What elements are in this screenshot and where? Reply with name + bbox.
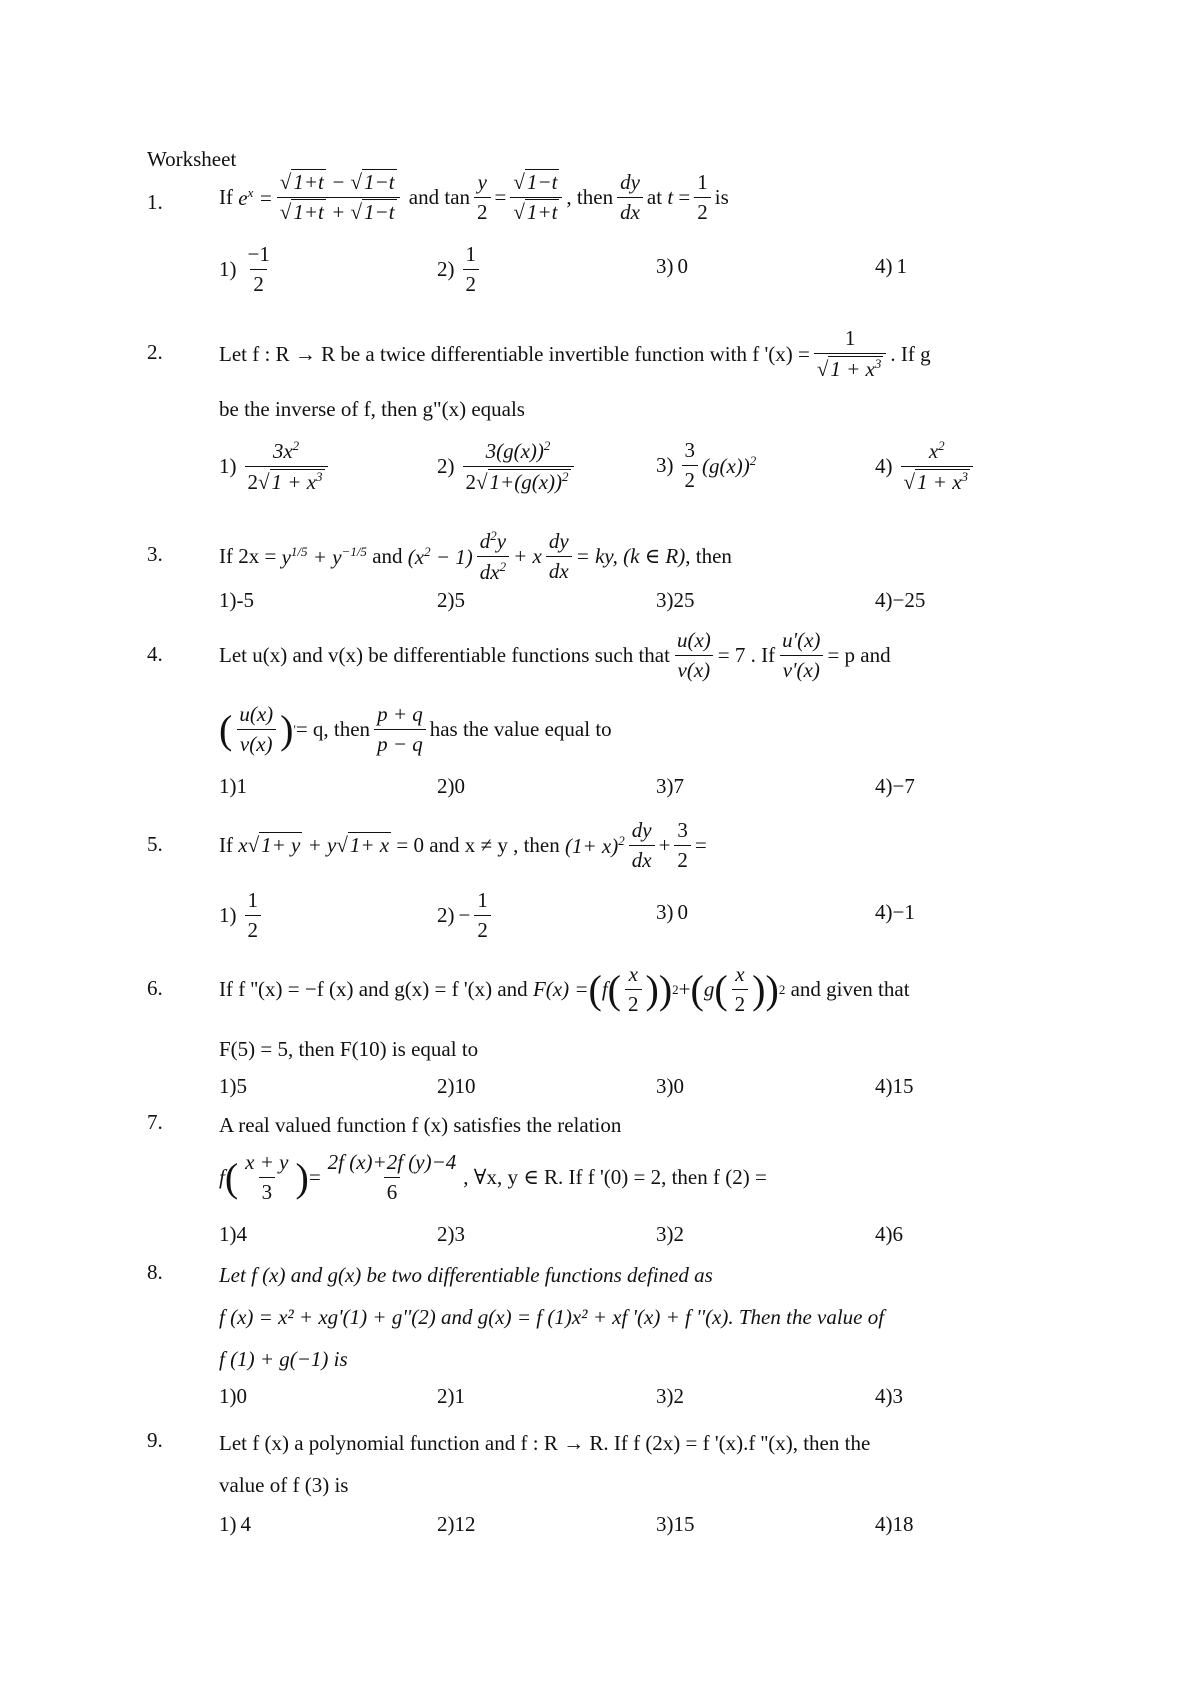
option-2[interactable]: 2) 3 [437, 1222, 465, 1246]
option-2[interactable]: 2) 1 [437, 1384, 465, 1408]
options [219, 888, 999, 944]
formula-fraction: $\frac{√1+t - √1-t}{√1+t + √1-t}$ [277, 170, 400, 225]
option-4[interactable]: 4) 15 [875, 1074, 914, 1098]
option-2[interactable]: 2) 12 [437, 1512, 476, 1536]
options [219, 438, 999, 494]
question-stem: If 2x = $y^{1/5} + y^{-1/5}$ and $(x^2 - 1)$ $\frac{d^2y}{dx^2}$ + x $\frac{dy}{dx}$ = ky, (k ∈ R) , then [219, 528, 732, 584]
option-2[interactable]: 2) $\frac{3(g(x))^2}{2√1+(g(x))^2}$ [437, 438, 578, 495]
question-stem: If x√1+ y + y√1+ x = 0 and x ≠ y , then $(1+ x)^2$ $\frac{dy}{dx}$ + $\frac{3}{2}$ = [219, 818, 707, 872]
options [219, 1074, 999, 1104]
option-1[interactable]: 1) 0 [219, 1384, 247, 1408]
options [219, 1222, 999, 1252]
option-1[interactable]: 1) 1 [219, 774, 247, 798]
question-stem: Let f (x) and g(x) be two differentiable functions defined as [219, 1263, 713, 1287]
question-stem-line-2: be the inverse of f, then g"(x) equals [219, 397, 525, 421]
option-2[interactable]: 2) 10 [437, 1074, 476, 1098]
question-stem-line-2: f ( $\frac{x + y}{3}$ ) = $\frac{2f (x)+2f (y)-4}{6}$ , ∀x, y ∈ R. If f '(0) = 2, then f (2) = [219, 1150, 767, 1204]
option-1[interactable]: 1) $\frac{3x^2}{2√1 + x^3}$ [219, 438, 332, 495]
option-3[interactable]: 3) 7 [656, 774, 684, 798]
question-stem-line-2: value of f (3) is [219, 1473, 349, 1497]
options [219, 588, 999, 618]
question-number: 3. [147, 542, 163, 566]
option-2[interactable]: 2) − $\frac{1}{2}$ [437, 888, 495, 943]
option-4[interactable]: 4) 3 [875, 1384, 903, 1408]
option-1[interactable]: 1) $\frac{1}{2}$ [219, 888, 265, 943]
option-1[interactable]: 1) 5 [219, 1074, 247, 1098]
question-number: 7. [147, 1110, 163, 1134]
question-number: 8. [147, 1260, 163, 1284]
question-stem: Let f : R → R be a twice differentiable invertible function with f '(x) = $\frac{1}{√1 + x^3}$ . If g [219, 326, 931, 381]
option-3[interactable]: 3) 15 [656, 1512, 695, 1536]
question-stem-line-2: F(5) = 5, then F(10) is equal to [219, 1037, 479, 1061]
option-3[interactable]: 3) 0 [656, 254, 688, 278]
options [219, 242, 999, 298]
option-4[interactable]: 4) $\frac{x^2}{√1 + x^3}$ [875, 438, 977, 495]
question-stem-line-2: ( $\frac{u(x)}{v(x)}$ ) ' = q, then $\frac{p + q}{p - q}$ has the value equal to [219, 702, 612, 756]
option-2[interactable]: 2) $\frac{1}{2}$ [437, 242, 483, 297]
question-number: 2. [147, 340, 163, 364]
question-stem: If $e^x$ = $\frac{√1+t - √1-t}{√1+t + √1-t}$ and tan $\frac{y}{2}$ = $\frac{√1-t}{√1+t}$ , then $\frac{dy}{dx}$ at t = $\frac{1}{2}$ is [219, 170, 729, 224]
option-4[interactable]: 4) −25 [875, 588, 926, 612]
question-number: 5. [147, 832, 163, 856]
question-stem: If f ''(x) = −f (x) and g(x) = f '(x) and F(x) = ( f ( $\frac{x}{2}$ ) ) 2 + ( g ( $\frac{x}{2}$ ) ) 2 and given that [219, 962, 910, 1016]
options [219, 774, 999, 804]
options [219, 1512, 999, 1542]
option-4[interactable]: 4) −1 [875, 900, 915, 924]
question-number: 6. [147, 976, 163, 1000]
options [219, 1384, 999, 1414]
option-3[interactable]: 3) 0 [656, 1074, 684, 1098]
question-stem: Let u(x) and v(x) be differentiable functions such that $\frac{u(x)}{v(x)}$ = 7 . If $\frac{u'(x)}{v'(x)}$ = p and [219, 628, 891, 682]
option-4[interactable]: 4) 1 [875, 254, 907, 278]
option-3[interactable]: 3) $\frac{3}{2}$ $(g(x))^2$ [656, 438, 757, 492]
option-3[interactable]: 3) 2 [656, 1222, 684, 1246]
question-number: 1. [147, 190, 163, 214]
option-1[interactable]: 1) -5 [219, 588, 254, 612]
option-4[interactable]: 4) −7 [875, 774, 915, 798]
question-stem: Let f (x) a polynomial function and f : R → R. If f (2x) = f '(x).f ''(x), then the [219, 1431, 871, 1455]
option-1[interactable]: 1) 4 [219, 1512, 251, 1536]
question-stem-line-3: f (1) + g(−1) is [219, 1347, 348, 1371]
question-stem: A real valued function f (x) satisfies the relation [219, 1113, 622, 1137]
question-number: 9. [147, 1428, 163, 1452]
option-4[interactable]: 4) 18 [875, 1512, 914, 1536]
option-1[interactable]: 1) $\frac{-1}{2}$ [219, 242, 270, 296]
option-3[interactable]: 3) 25 [656, 588, 695, 612]
question-stem-line-2: f (x) = x² + xg'(1) + g''(2) and g(x) = f (1)x² + xf '(x) + f ''(x). Then the value of [219, 1305, 885, 1329]
question-number: 4. [147, 642, 163, 666]
option-3[interactable]: 3) 0 [656, 900, 688, 924]
option-2[interactable]: 2) 0 [437, 774, 465, 798]
option-3[interactable]: 3) 2 [656, 1384, 684, 1408]
option-4[interactable]: 4) 6 [875, 1222, 903, 1246]
option-1[interactable]: 1) 4 [219, 1222, 247, 1246]
option-2[interactable]: 2) 5 [437, 588, 465, 612]
page-title: Worksheet [147, 147, 237, 171]
